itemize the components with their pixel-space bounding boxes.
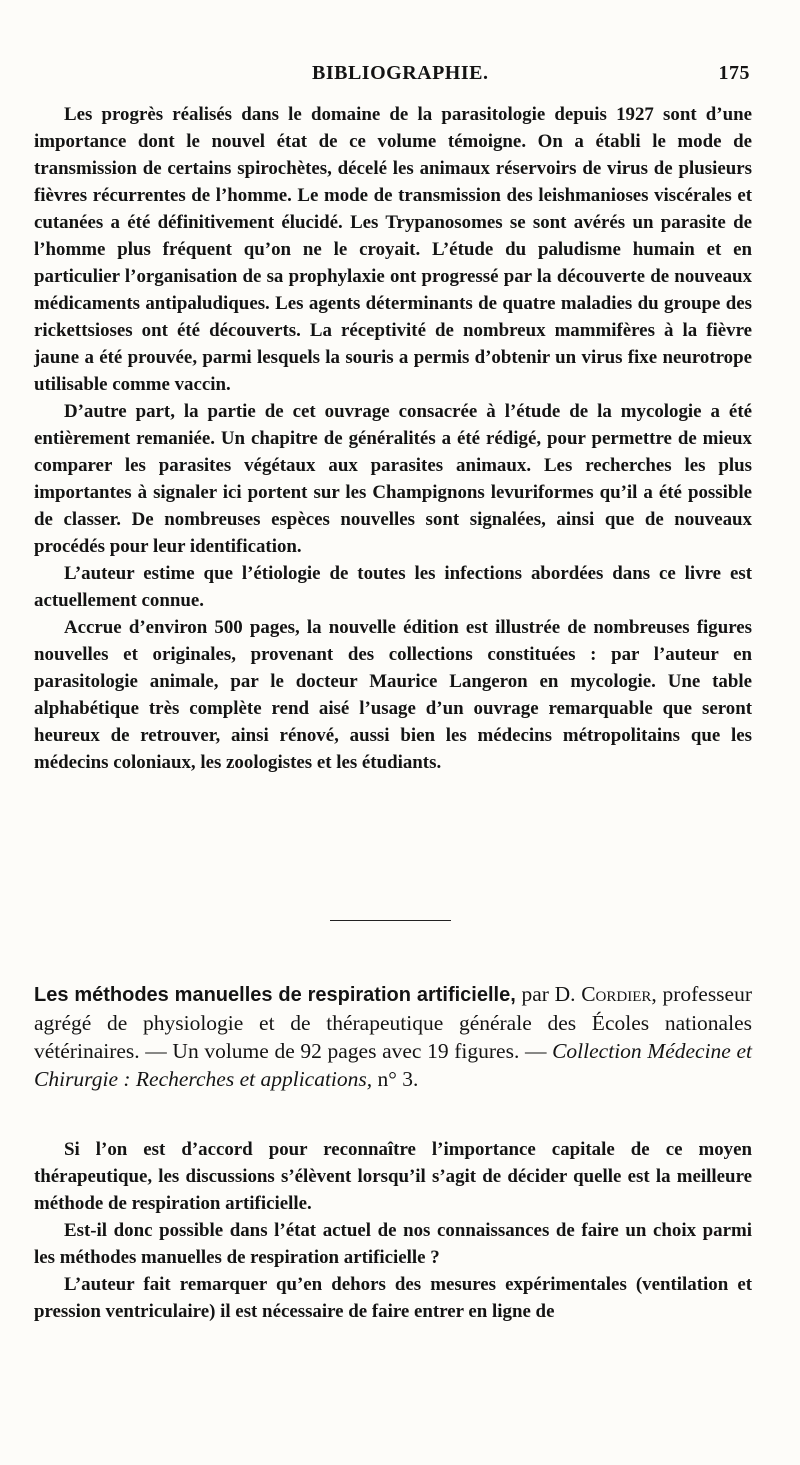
page-number: 175: [718, 62, 750, 84]
paragraph: Si l’on est d’accord pour reconnaître l’importance capitale de ce moyen thérapeutique, les discussions s’élèvent lorsqu’il s’agit de décider quelle est la meilleure méthode de respiration artificielle.: [34, 1139, 752, 1214]
collection-number: n° 3.: [372, 1067, 419, 1091]
book-title: Les méthodes manuelles de respiration artificielle,: [34, 984, 516, 1006]
paragraph: L’auteur fait remarquer qu’en dehors des mesures expérimentales (ventilation et pression ventriculaire) il est nécessaire de faire entrer en ligne de: [34, 1274, 752, 1322]
paragraph: Accrue d’environ 500 pages, la nouvelle édition est illustrée de nombreuses figures nouvelles et originales, provenant des collections constituées : par l’auteur en parasitologie animale, par le docteur Maurice Langeron en mycologie. Une table alphabétique très complète rend aisé l’usage d’un ouvrage remarquable que seront heureux de retrouver, ainsi rénové, aussi bien les médecins métropolitains que les médecins coloniaux, les zoologistes et les étudiants.: [34, 617, 752, 773]
running-title: BIBLIOGRAPHIE.: [312, 62, 489, 84]
paragraph: L’auteur estime que l’étiologie de toutes les infections abordées dans ce livre est actuellement connue.: [34, 563, 752, 611]
paragraph: Est-il donc possible dans l’état actuel de nos connaissances de faire un choix parmi les méthodes manuelles de respiration artificielle ?: [34, 1220, 752, 1268]
book-collection: Collection Médecine et Chirurgie : Recherches et applications,: [34, 1039, 753, 1091]
par-word: par: [515, 982, 555, 1006]
book-description: , professeur agrégé de physiologie et de thérapeutique générale des Écoles nationales vétérinaires. — Un volume de 92 pages avec 19 figures. —: [34, 982, 753, 1063]
running-head: [34, 62, 750, 92]
review-2-heading: [34, 980, 752, 1093]
book-author: D. Cordier: [554, 982, 652, 1006]
review-2-body: [34, 1136, 752, 1325]
paragraph: Les progrès réalisés dans le domaine de la parasitologie depuis 1927 sont d’une importance dont le nouvel état de ce volume témoigne. On a établi le mode de transmission de certains spirochètes, décelé les animaux réservoirs de virus de plusieurs fièvres récurrentes de l’homme. Le mode de transmission des leishmanioses viscérales et cutanées a été définitivement élucidé. Les Trypanosomes se sont avérés un parasite de l’homme plus fréquent qu’on ne le croyait. L’étude du paludisme humain et en particulier l’organisation de sa prophylaxie ont progressé par la découverte de nouveaux médicaments antipaludiques. Les agents déterminants de quatre maladies du groupe des rickettsioses ont été découverts. La réceptivité de nombreux mammifères à la fièvre jaune a été prouvée, parmi lesquels la souris a permis d’obtenir un virus fixe neurotrope utilisable comme vaccin.: [34, 104, 752, 395]
paragraph: D’autre part, la partie de cet ouvrage consacrée à l’étude de la mycologie a été entièrement remaniée. Un chapitre de généralités a été rédigé, pour permettre de mieux comparer les parasites végétaux aux parasites animaux. Les recherches les plus importantes à signaler ici portent sur les Champignons levuriformes qu’il a été possible de classer. De nombreuses espèces nouvelles sont signalées, ainsi que de nouveaux procédés pour leur identification.: [34, 401, 752, 557]
section-divider: [330, 920, 451, 921]
review-1-body: [34, 101, 752, 776]
